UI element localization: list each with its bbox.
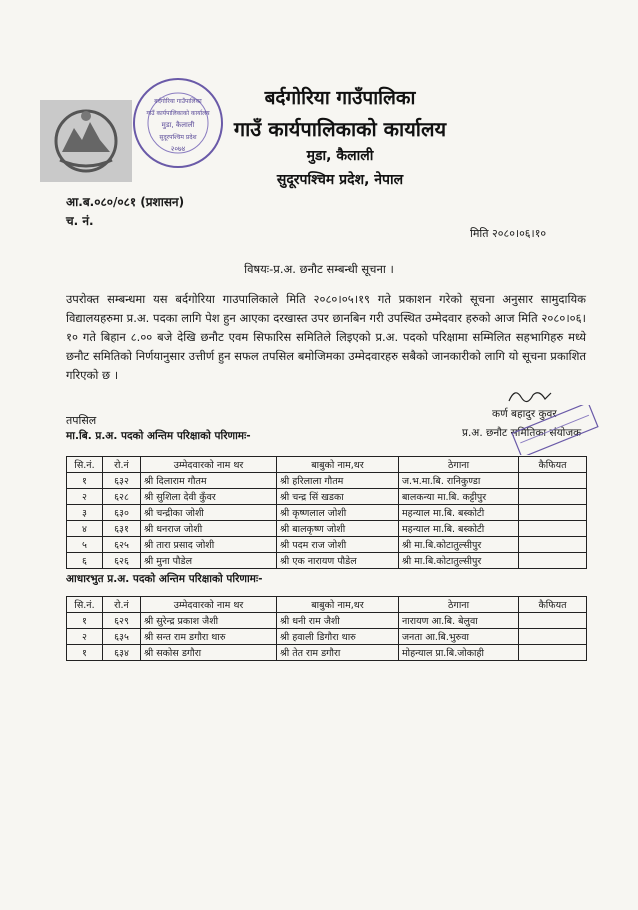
cell-address: मोहन्याल प्रा.बि.जोकाही [399, 645, 519, 661]
cell-remark [519, 521, 587, 537]
col-name: उम्मेदवारको नाम थर [141, 597, 277, 613]
basic-results-table [66, 596, 587, 661]
signature-stamp [510, 405, 600, 455]
cell-name: श्री मुना पौडेल [141, 553, 277, 569]
cell-roll: ६२५ [103, 537, 141, 553]
cell-father: श्री बालकृष्ण जोशी [277, 521, 399, 537]
fiscal-year-ref: आ.ब.०८०/०८१ (प्रशासन) [66, 195, 185, 209]
cell-name: श्री दिलाराम गौतम [141, 473, 277, 489]
header-office: गाउँ कार्यपालिकाको कार्यालय [233, 117, 447, 141]
stamp-text-bottom: सुदूरपश्चिम प्रदेश [159, 134, 197, 141]
cell-name: श्री धनराज जोशी [141, 521, 277, 537]
table-row [67, 505, 587, 521]
cell-remark [519, 553, 587, 569]
col-remark: कैफियत [519, 457, 587, 473]
col-sn: सि.नं. [67, 457, 103, 473]
col-remark: कैफियत [519, 597, 587, 613]
cell-roll: ६३२ [103, 473, 141, 489]
cell-father: श्री धनी राम जैशी [277, 613, 399, 629]
col-roll: रो.नं [103, 457, 141, 473]
cell-roll: ६३१ [103, 521, 141, 537]
table-row [67, 613, 587, 629]
table-row [67, 629, 587, 645]
cha-number: च. नं. [66, 214, 94, 228]
table-row [67, 473, 587, 489]
section1-title: मा.बि. प्र.अ. पदको अन्तिम परिक्षाको परिणामः- [66, 430, 251, 442]
cell-sn: ६ [67, 553, 103, 569]
cell-remark [519, 505, 587, 521]
cell-father: श्री चन्द्र सिं खडका [277, 489, 399, 505]
notice-body: उपरोक्त सम्बन्धमा यस बर्दगोरिया गाउपालिकाले मिति २०८०।०५।१९ गते प्रकाशन गरेको सूचना अनुसार सामुदायिक विद्यालयहरुमा प्र.अ. पदका लागि पेश हुन आएका दरखास्त उपर छानबिन गरी उपस्थित उम्मेदवार हरुको आज मिति २०८०।०६।१० गते बिहान ८.०० बजे देखि छनौट एवम सिफारिस समितिले लिइएको प्र.अ. पदको परिक्षामा सम्मिलित सहभागिहरु मध्ये छनौट समितिको निर्णयानुसार उत्तीर्ण हुन सफल तपसिल बमोजिमका उम्मेदवारहरु सबैको जानकारीको लागि यो सूचना प्रकाशित गरिएको छ । [66, 292, 586, 382]
table-row [67, 537, 587, 553]
signatory-title: प्र.अ. छनौट समितिका संयोजक [462, 427, 582, 439]
cell-name: श्री सुरेन्द्र प्रकाश जैशी [141, 613, 277, 629]
cell-remark [519, 613, 587, 629]
cell-address: श्री मा.बि.कोटातुल्सीपुर [399, 537, 519, 553]
tapasil-label: तपसिल [66, 414, 97, 427]
cell-remark [519, 537, 587, 553]
table-row [67, 645, 587, 661]
handwritten-signature [505, 385, 555, 407]
col-name: उम्मेदवारको नाम थर [141, 457, 277, 473]
cell-name: श्री तारा प्रसाद जोशी [141, 537, 277, 553]
cell-sn: ५ [67, 537, 103, 553]
table-row [67, 553, 587, 569]
cell-address: महन्याल मा.बि. बस्कोटी [399, 521, 519, 537]
cell-sn: ४ [67, 521, 103, 537]
signatory-name: कर्ण बहादुर कुवर [492, 408, 557, 420]
cell-father: श्री तेत राम डगौरा [277, 645, 399, 661]
table-row [67, 489, 587, 505]
col-sn: सि.नं. [67, 597, 103, 613]
cell-sn: १ [67, 613, 103, 629]
col-father: बाबुको नाम,थर [277, 597, 399, 613]
cell-sn: २ [67, 489, 103, 505]
cell-name: श्री सकोस डगौरा [141, 645, 277, 661]
col-father: बाबुको नाम,थर [277, 457, 399, 473]
cell-roll: ६२९ [103, 613, 141, 629]
cell-address: बालकन्या मा.बि. कट्टीपुर [399, 489, 519, 505]
cell-roll: ६२८ [103, 489, 141, 505]
cell-roll: ६३४ [103, 645, 141, 661]
stamp-text-top: बर्दगोरिया गाउँपालिका [154, 98, 202, 105]
cell-father: श्री एक नारायण पौडेल [277, 553, 399, 569]
cell-sn: १ [67, 473, 103, 489]
cell-address: जनता आ.बि.भुरुवा [399, 629, 519, 645]
cell-remark [519, 489, 587, 505]
stamp-text-place: मुडा, कैलाली [161, 121, 195, 129]
cell-address: ज.भ.मा.बि. रानिकुण्डा [399, 473, 519, 489]
stamp-year: २०७४ [170, 145, 186, 153]
cell-sn: ३ [67, 505, 103, 521]
cell-sn: २ [67, 629, 103, 645]
cell-address: श्री मा.बि.कोटातुल्सीपुर [399, 553, 519, 569]
header-province: सुदूरपश्चिम प्रदेश, नेपाल [276, 172, 404, 188]
col-address: ठेगाना [399, 457, 519, 473]
cell-sn: १ [67, 645, 103, 661]
cell-father: श्री हरिलाला गौतम [277, 473, 399, 489]
cell-roll: ६३० [103, 505, 141, 521]
cell-remark [519, 629, 587, 645]
col-roll: रो.नं [103, 597, 141, 613]
cell-father: श्री पदम राज जोशी [277, 537, 399, 553]
table-header-row [67, 457, 587, 473]
cell-remark [519, 473, 587, 489]
cell-name: श्री सुशिला देवी कुँवर [141, 489, 277, 505]
cell-roll: ६३५ [103, 629, 141, 645]
cell-father: श्री कृष्णलाल जोशी [277, 505, 399, 521]
table-header-row [67, 597, 587, 613]
secondary-results-table [66, 456, 587, 569]
government-emblem-logo [40, 100, 132, 182]
notice-date: मिति २०८०।०६।१० [470, 227, 547, 240]
col-address: ठेगाना [399, 597, 519, 613]
cell-father: श्री हवाली डिगौरा थारु [277, 629, 399, 645]
cell-address: महन्याल मा.बि. बस्कोटी [399, 505, 519, 521]
cell-name: श्री सन्त राम डगौरा थारु [141, 629, 277, 645]
header-municipality: बर्दगोरिया गाउँपालिका [264, 87, 416, 109]
cell-remark [519, 645, 587, 661]
cell-address: नारायण आ.बि. बेलुवा [399, 613, 519, 629]
header-location: मुडा, कैलाली [306, 148, 374, 164]
cell-name: श्री चन्द्रीका जोशी [141, 505, 277, 521]
stamp-text-mid: गाउँ कार्यपालिकाको कार्यालय [146, 110, 210, 117]
subject-line: विषयः-प्र.अ. छनौट सम्बन्धी सूचना । [244, 262, 394, 276]
table-row [67, 521, 587, 537]
section2-title: आधारभुत प्र.अ. पदको अन्तिम परिक्षाको परिणामः- [66, 573, 263, 585]
cell-roll: ६२६ [103, 553, 141, 569]
